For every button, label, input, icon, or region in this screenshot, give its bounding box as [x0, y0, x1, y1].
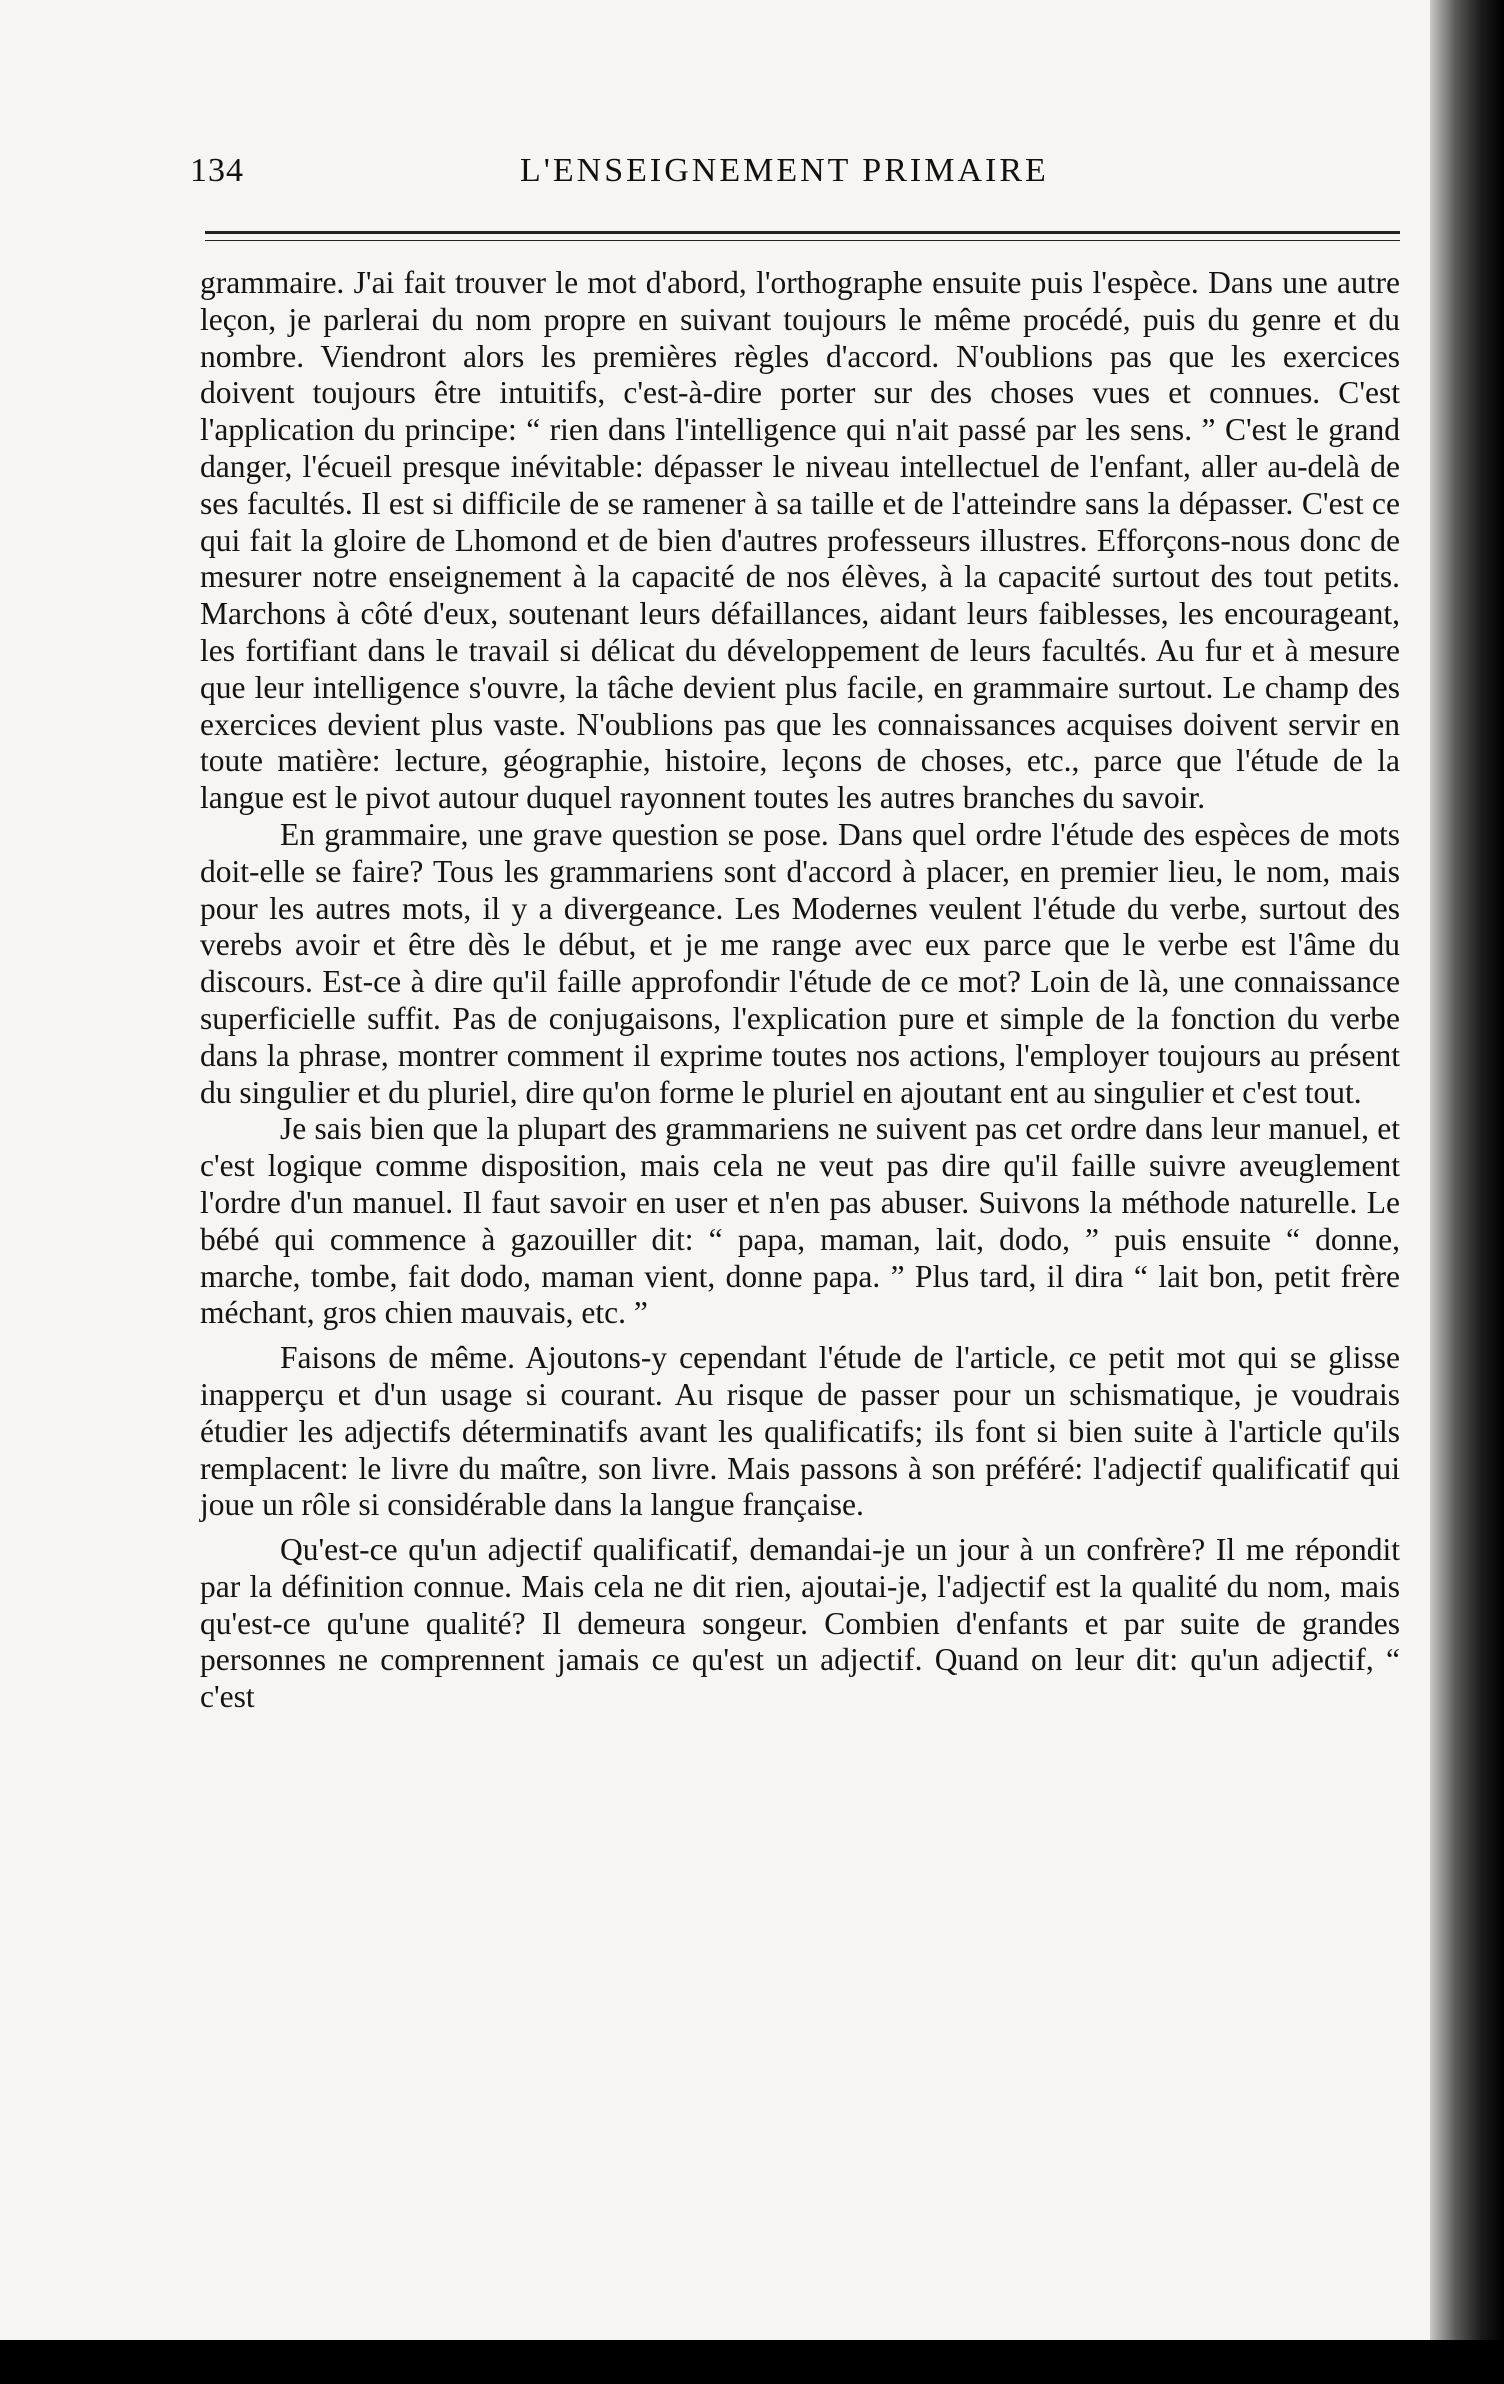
scan-border: [0, 2340, 1504, 2384]
body-text: [200, 265, 1400, 1716]
paragraph-5: Qu'est-ce qu'un adjectif qualificatif, demandai-je un jour à un confrère? Il me répondit par la définition connue. Mais cela ne dit rien, ajoutai-je, l'adjectif est la qualité du nom, mais qu'est-ce qu'une qualité? Il demeura songeur. Combien d'enfants et par suite de grandes personnes ne comprennent jamais ce qu'est un adjectif. Quand on leur dit: qu'un adjectif, “ c'est: [200, 1532, 1400, 1715]
page-number: 134: [190, 152, 244, 189]
binding-shadow: [1430, 0, 1504, 2340]
paragraph-2: En grammaire, une grave question se pose. Dans quel ordre l'étude des espèces de mots doit-elle se faire? Tous les grammariens sont d'accord à placer, en premier lieu, le nom, mais pour les autres mots, il y a divergeance. Les Modernes veulent l'étude du verbe, surtout des verebs avoir et être dès le début, et je me range avec eux parce que le verbe est l'âme du discours. Est-ce à dire qu'il faille approfondir l'étude de ce mot? Loin de là, une connaissance superficielle suffit. Pas de conjugaisons, l'explication pure et simple de la fonction du verbe dans la phrase, montrer comment il exprime toutes nos actions, l'employer toujours au présent du singulier et du pluriel, dire qu'on forme le pluriel en ajoutant ent au singulier et c'est tout.: [200, 816, 1400, 1110]
paragraph-1: grammaire. J'ai fait trouver le mot d'abord, l'orthographe ensuite puis l'espèce. Dans une autre leçon, je parlerai du nom propre en suivant toujours le même procédé, puis du genre et du nombre. Viendront alors les premières règles d'accord. N'oublions pas que les exercices doivent toujours être intuitifs, c'est-à-dire porter sur des choses vues et connues. C'est l'application du principe: “ rien dans l'intelligence qui n'ait passé par les sens. ” C'est le grand danger, l'écueil presque inévitable: dépasser le niveau intellectuel de l'enfant, aller au-delà de ses facultés. Il est si difficile de se ramener à sa taille et de l'atteindre sans la dépasser. C'est ce qui fait la gloire de Lhomond et de bien d'autres professeurs illustres. Efforçons-nous donc de mesurer notre enseignement à la capacité de nos élèves, à la capacité surtout des tout petits. Marchons à côté d'eux, soutenant leurs défaillances, aidant leurs faiblesses, les encourageant, les fortifiant dans le travail si délicat du développement de leurs facultés. Au fur et à mesure que leur intelligence s'ouvre, la tâche devient plus facile, en grammaire surtout. Le champ des exercices devient plus vaste. N'oublions pas que les connaissances acquises doivent servir en toute matière: lecture, géographie, histoire, leçons de choses, etc., parce que l'étude de la langue est le pivot autour duquel rayonnent toutes les autres branches du savoir.: [200, 265, 1400, 816]
page-header: [190, 152, 1400, 202]
paragraph-4: Faisons de même. Ajoutons-y cependant l'étude de l'article, ce petit mot qui se glisse inapperçu et d'un usage si courant. Au risque de passer pour un schismatique, je voudrais étudier les adjectifs déterminatifs avant les qualificatifs; ils font si bien suite à l'article qu'ils remplacent: le livre du maître, son livre. Mais passons à son préféré: l'adjectif qualificatif qui joue un rôle si considérable dans la langue française.: [200, 1340, 1400, 1523]
header-rule-thin: [205, 240, 1400, 241]
paragraph-3: Je sais bien que la plupart des grammariens ne suivent pas cet ordre dans leur manuel, et c'est logique comme disposition, mais cela ne veut pas dire qu'il faille suivre aveuglement l'ordre d'un manuel. Il faut savoir en user et n'en pas abuser. Suivons la méthode naturelle. Le bébé qui commence à gazouiller dit: “ papa, maman, lait, dodo, ” puis ensuite “ donne, marche, tombe, fait dodo, maman vient, donne papa. ” Plus tard, il dira “ lait bon, petit frère méchant, gros chien mauvais, etc. ”: [200, 1111, 1400, 1331]
running-title: L'ENSEIGNEMENT PRIMAIRE: [520, 152, 1049, 189]
header-rule-thick: [205, 231, 1400, 234]
